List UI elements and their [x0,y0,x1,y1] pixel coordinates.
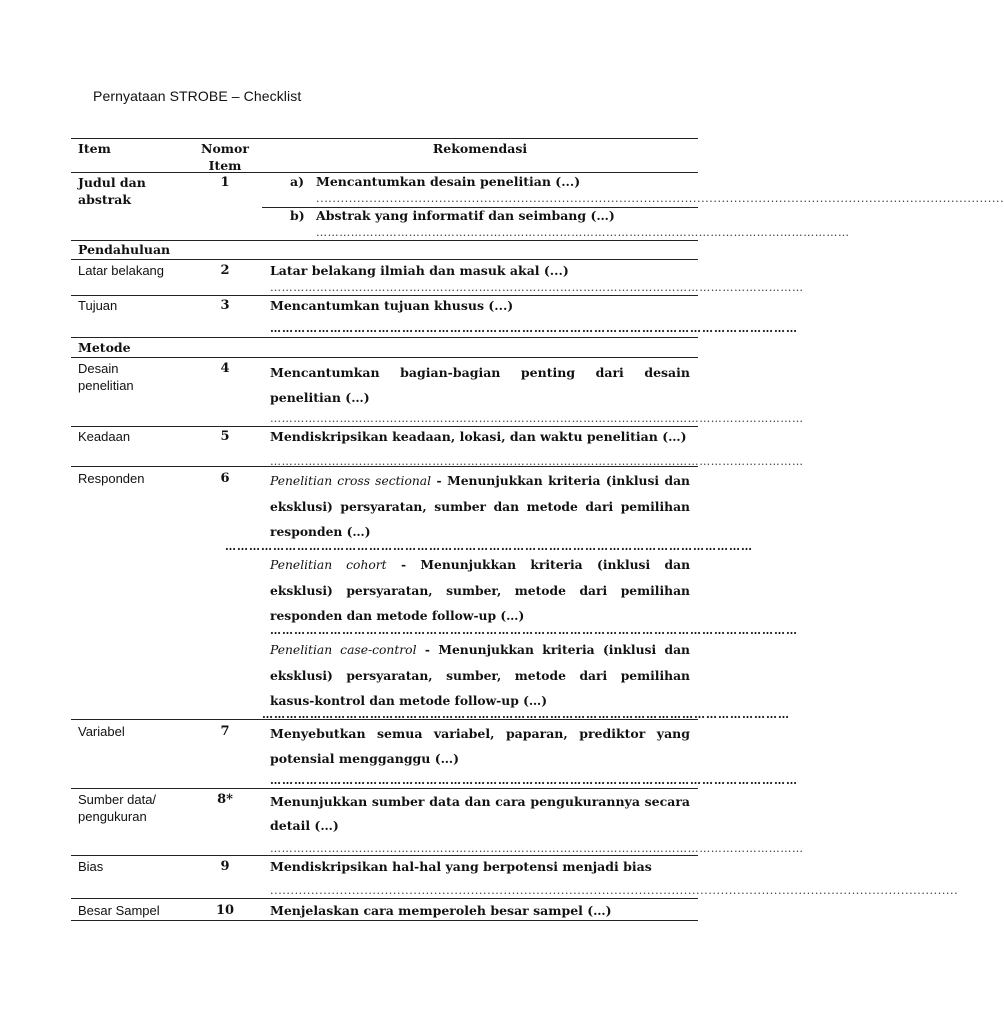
row-number-6: 6 [220,471,230,486]
rec-latar: Latar belakang ilmiah dan masuk akal (...) [270,263,569,278]
row-label-variabel: Variabel [78,724,125,739]
rec-keadaan: Mendiskripsikan keadaan, lokasi, dan waktu penelitian (…) [270,429,687,444]
leader-cohort: …………………………………………………………………………………………………………………… [270,624,798,637]
row-number-10: 10 [215,903,235,918]
row-number-8: 8* [217,792,233,807]
rec-case-control [270,637,690,713]
leader-latar: ………………………………………………………………………………………………………………………… [270,281,804,294]
row-label-responden: Responden [78,471,145,486]
cross-sectional-title: Penelitian cross sectional [270,474,432,488]
row-label-tujuan: Tujuan [78,298,118,313]
table-top-rule [71,138,698,139]
row-number-7: 7 [220,724,230,739]
rec-cohort [270,552,690,628]
leader-keadaan: ………………………………………………………………………………………………………………………… [270,455,804,468]
row-number-9: 9 [220,859,230,874]
header-bottom-rule [71,172,698,173]
row-label-bias: Bias [78,859,104,874]
leader-tujuan: …………………………………………………………………………………………………………………… [270,322,798,335]
header-nomor-item: Nomor Item [201,141,249,173]
rec-cross-sectional [270,468,690,544]
rec-variabel: Menyebutkan semua variabel, paparan, prediktor yang potensial mengganggu (…) [270,726,690,766]
row-rule [71,719,698,720]
leader-variabel: …………………………………………………………………………………………………………………… [270,774,798,787]
item-b-leader: ………………………………………………………………………………………………………………………… [316,226,850,239]
section-pendahuluan: Pendahuluan [78,242,171,257]
row-label-desain: Desain penelitian [78,361,134,393]
item-a-text: Mencantumkan desain penelitian (...) [316,174,581,189]
row-rule [71,788,698,789]
row-label-keadaan: Keadaan [78,429,131,444]
row-label-sumber: Sumber data/ pengukuran [78,792,157,824]
row-label-judul: Judul dan abstrak [78,175,146,207]
document-title: Pernyataan STROBE – Checklist [93,88,302,104]
row-rule [71,426,698,427]
row-number-5: 5 [220,429,230,444]
rec-desain: Mencantumkan bagian-bagian penting dari desain penelitian (…) [270,365,690,405]
cohort-title: Penelitian cohort [270,558,387,572]
item-a-marker: a) [290,174,305,189]
leader-sumber: ………………………………………………………………………………………………………………………… [270,842,804,855]
row-number-1: 1 [220,175,230,190]
table-bottom-rule [71,920,698,921]
row-label-besar: Besar Sampel [78,903,160,918]
row-rule [71,295,698,296]
row-rule [71,337,698,338]
row-rule [71,259,698,260]
header-item: Item [78,141,111,156]
leader-case-control: …………………………………………………………………………………………………………………… [262,708,790,721]
leader-bias: ........................................................................................................................................................................ [270,884,959,897]
rec-tujuan: Mencantumkan tujuan khusus (...) [270,298,514,313]
header-rekomendasi: Rekomendasi [432,141,528,156]
item-b-text: Abstrak yang informatif dan seimbang (…) [316,208,615,223]
leader-cross-sectional: …………………………………………………………………………………………………………………… [225,540,753,553]
row-rule [71,466,698,467]
case-control-text: - Menunjukkan kriteria (inklusi dan eksklusi) persyaratan, sumber, metode dari pemilihan kasus-kontrol dan metode follow-up (…) [270,642,690,708]
cohort-text: - Menunjukkan kriteria (inklusi dan eksklusi) persyaratan, sumber, metode dari pemilihan responden dan metode follow-up (…) [270,557,691,623]
rec-bias: Mendiskripsikan hal-hal yang berpotensi menjadi bias [270,859,652,874]
item-a-leader: ........................................................................................................................................................................ [316,192,1004,205]
row-label-latar: Latar belakang [78,263,165,278]
rec-besar: Menjelaskan cara memperoleh besar sampel (…) [270,903,612,918]
case-control-title: Penelitian case-control [270,643,417,657]
cross-sectional-text: - Menunjukkan kriteria (inklusi dan eksklusi) persyaratan, sumber dan metode dari pemilihan responden (…) [270,473,690,539]
row-number-3: 3 [220,298,230,313]
row-rule [71,855,698,856]
row-rule [71,898,698,899]
rec-sumber: Menunjukkan sumber data dan cara pengukurannya secara detail (…) [270,794,690,833]
row-number-4: 4 [220,361,230,376]
row-rule [71,357,698,358]
leader-desain: ………………………………………………………………………………………………………………………… [270,412,804,425]
section-metode: Metode [78,340,131,355]
row-number-2: 2 [220,263,230,278]
item-b-marker: b) [290,208,305,223]
